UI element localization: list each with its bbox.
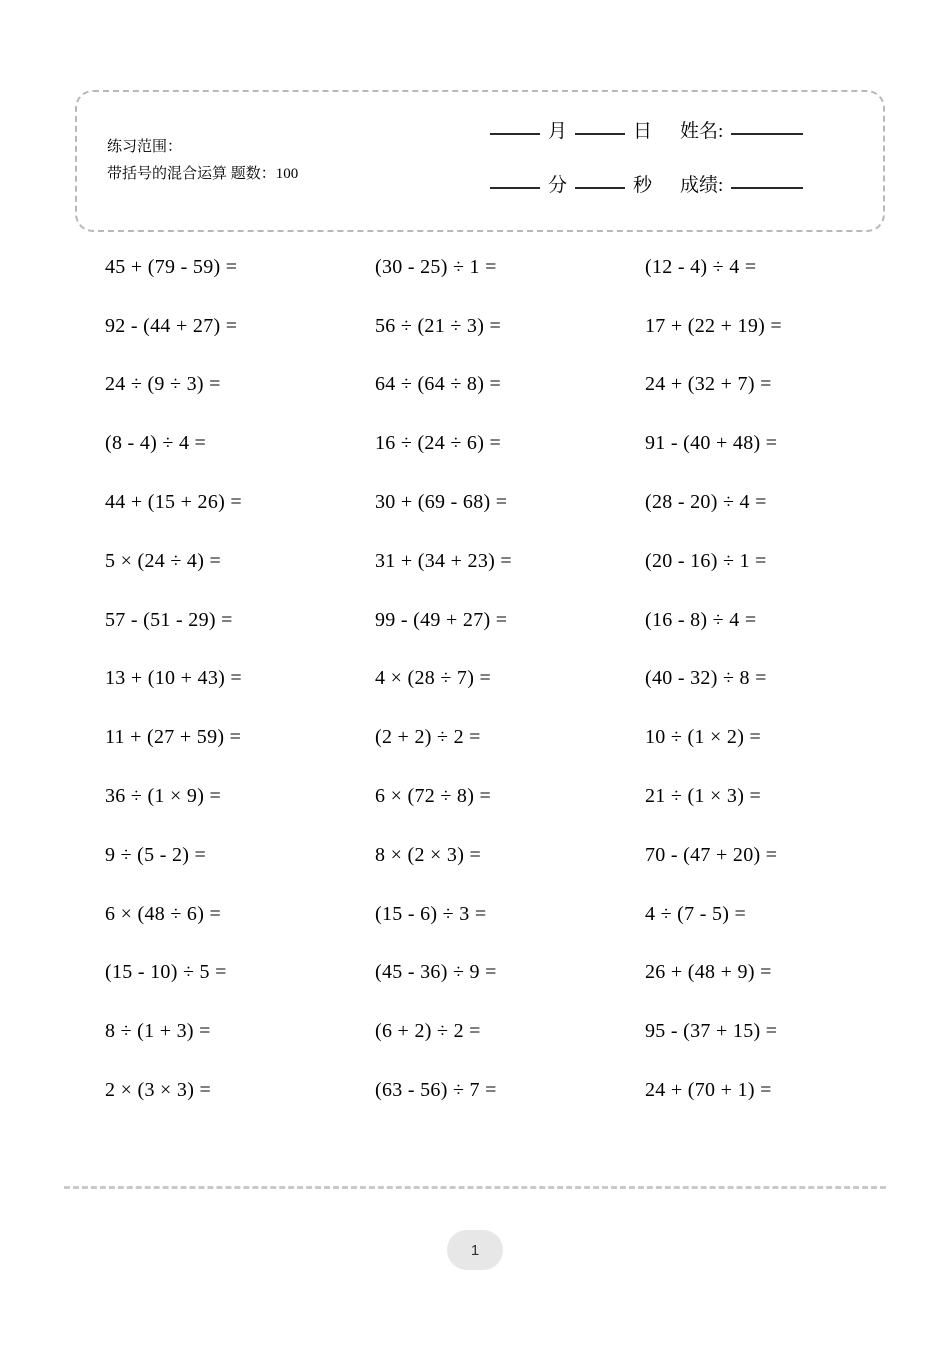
problem-item: 8 ÷ (1 + 3) = [105,1020,211,1043]
problem-item: 99 - (49 + 27) = [375,608,508,631]
bottom-divider [64,1186,886,1189]
problem-item: 92 - (44 + 27) = [105,314,238,337]
problem-item: (28 - 20) ÷ 4 = [645,491,767,514]
problem-item: (8 - 4) ÷ 4 = [105,432,207,455]
day-label: 日 [633,121,653,142]
month-blank [490,129,540,135]
practice-topic-label: 带括号的混合运算 题数：100 [107,166,299,182]
problem-item: (15 - 6) ÷ 3 = [375,902,487,925]
date-name-line [482,118,811,146]
problem-item: 31 + (34 + 23) = [375,549,512,572]
problem-item: (6 + 2) ÷ 2 = [375,1020,481,1043]
problem-item: (20 - 16) ÷ 1 = [645,549,767,572]
problem-item: (2 + 2) ÷ 2 = [375,726,481,749]
date-name-fields [482,118,811,226]
problem-item: 10 ÷ (1 × 2) = [645,726,762,749]
problem-item: 95 - (37 + 15) = [645,1020,778,1043]
problem-item: 64 ÷ (64 ÷ 8) = [375,373,502,396]
name-blank [731,129,803,135]
problem-item: 8 × (2 × 3) = [375,843,482,866]
name-label: 姓名: [680,121,724,142]
practice-info [107,134,298,188]
problem-item: 2 × (3 × 3) = [105,1079,212,1102]
problem-item: 56 ÷ (21 ÷ 3) = [375,314,502,337]
problem-item: 21 ÷ (1 × 3) = [645,785,762,808]
problem-item: 45 + (79 - 59) = [105,255,238,278]
problem-item: (45 - 36) ÷ 9 = [375,961,497,984]
problem-item: (15 - 10) ÷ 5 = [105,961,227,984]
problem-item: 9 ÷ (5 - 2) = [105,843,207,866]
problem-item: 57 - (51 - 29) = [105,608,233,631]
time-score-line [482,172,811,200]
problem-item: 24 + (32 + 7) = [645,373,772,396]
page-number: 1 [470,1241,480,1259]
second-label: 秒 [633,175,653,196]
problem-item: 44 + (15 + 26) = [105,491,242,514]
problem-item: 17 + (22 + 19) = [645,314,782,337]
problem-item: 30 + (69 - 68) = [375,491,508,514]
problem-item: 6 × (48 ÷ 6) = [105,902,222,925]
problem-item: 16 ÷ (24 ÷ 6) = [375,432,502,455]
problem-item: (30 - 25) ÷ 1 = [375,255,497,278]
score-blank [731,183,803,189]
day-blank [575,129,625,135]
problem-item: 5 × (24 ÷ 4) = [105,549,222,572]
problem-item: 4 × (28 ÷ 7) = [375,667,492,690]
second-blank [575,183,625,189]
problem-item: 24 + (70 + 1) = [645,1079,772,1102]
problem-item: 6 × (72 ÷ 8) = [375,785,492,808]
practice-range-label: 练习范围： [107,139,183,155]
header-box [75,90,885,232]
page-number-badge [447,1230,503,1270]
problem-item: (12 - 4) ÷ 4 = [645,255,757,278]
problem-item: 91 - (40 + 48) = [645,432,778,455]
month-label: 月 [548,121,568,142]
problem-item: 26 + (48 + 9) = [645,961,772,984]
problem-item: (16 - 8) ÷ 4 = [645,608,757,631]
problem-item: 11 + (27 + 59) = [105,726,242,749]
minute-blank [490,183,540,189]
problem-item: 24 ÷ (9 ÷ 3) = [105,373,221,396]
problem-item: 13 + (10 + 43) = [105,667,242,690]
problem-item: 36 ÷ (1 × 9) = [105,785,222,808]
problem-item: (63 - 56) ÷ 7 = [375,1079,497,1102]
score-label: 成绩: [680,175,724,196]
problem-item: 4 ÷ (7 - 5) = [645,902,747,925]
problem-item: (40 - 32) ÷ 8 = [645,667,767,690]
problem-grid [105,238,915,1120]
minute-label: 分 [548,175,568,196]
problem-item: 70 - (47 + 20) = [645,843,778,866]
